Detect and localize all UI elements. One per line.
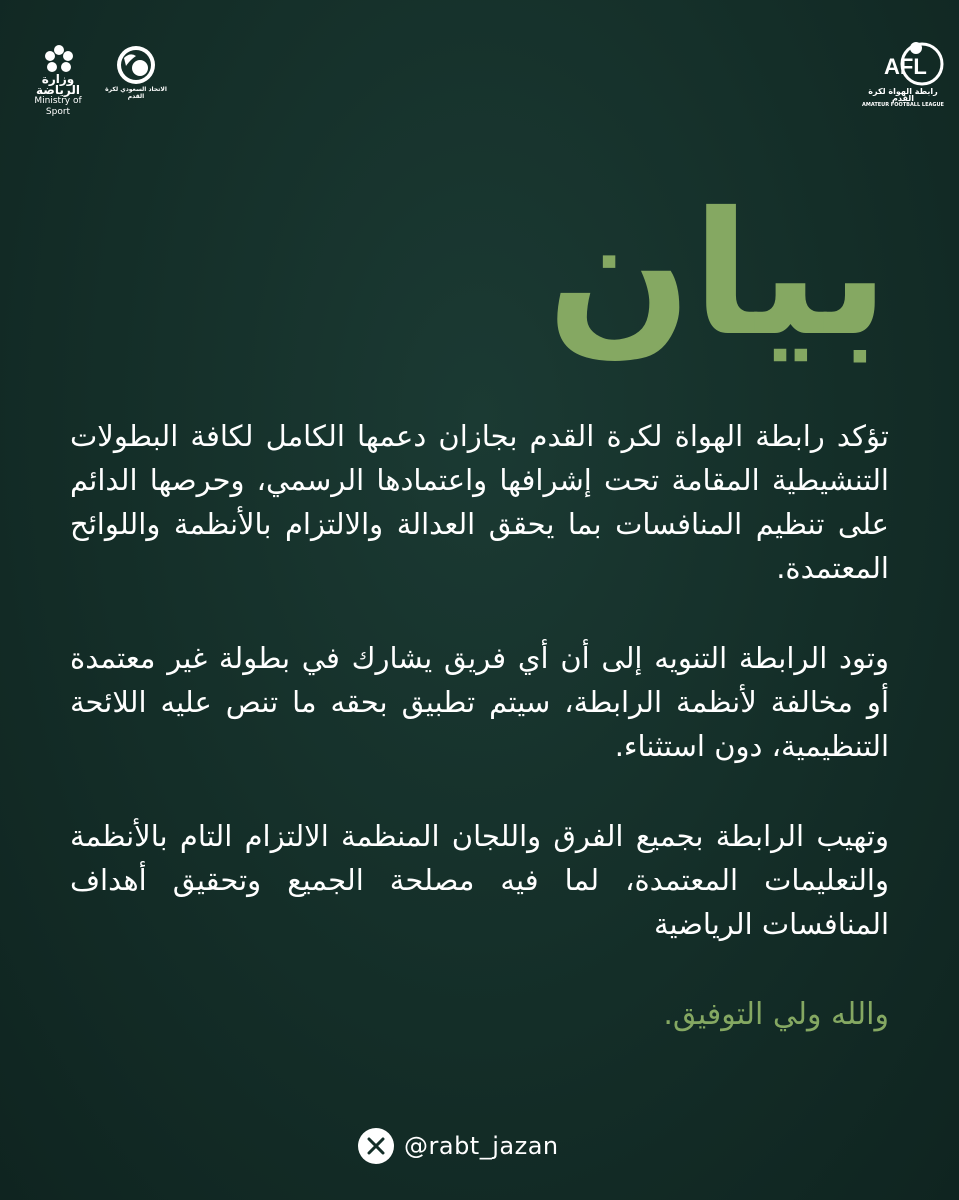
handle-text: @rabt_jazan: [404, 1132, 559, 1160]
page-title: بيان: [546, 176, 889, 374]
social-handle[interactable]: [358, 1124, 559, 1168]
closing-line: والله ولي التوفيق.: [663, 997, 889, 1032]
x-logo-icon: [358, 1128, 394, 1164]
afl-logo-wordmark: AFL: [884, 54, 927, 79]
ministry-text-en: Ministry of Sport: [34, 96, 82, 117]
statement-paragraph-1: تؤكد رابطة الهواة لكرة القدم بجازان دعمها الكامل لكافة البطولات التنشيطية المقامة تحت إشرافها واعتمادها الرسمي، وحرصها الدائم على تنظيم المنافسات بما يحقق العدالة والالتزام بالأنظمة واللوائح المعتمدة.: [70, 419, 889, 585]
afl-subtext-ar: رابطة الهواة لكرة القدم: [868, 87, 938, 103]
ministry-text-ar: وزارة الرياضة: [36, 72, 80, 97]
statement-paragraph-3: وتهيب الرابطة بجميع الفرق واللجان المنظمة الالتزام التام بالأنظمة والتعليمات المعتمدة، لما فيه مصلحة الجميع وتحقيق أهداف المنافسات الرياضية: [70, 819, 889, 941]
afl-logo-subtext: [858, 88, 948, 109]
statement-paragraph-2: وتود الرابطة التنويه إلى أن أي فريق يشارك في بطولة غير معتمدة أو مخالفة لأنظمة الرابطة، سيتم تطبيق بحقه ما تنص عليه اللائحة التنظيمية، دون استثناء.: [70, 641, 889, 763]
saff-logo-text: الاتحاد السعودي لكرة القدم: [105, 86, 167, 100]
saudi-football-federation-icon: [108, 44, 164, 86]
afl-subtext-en: AMATEUR FOOTBALL LEAGUE: [862, 102, 944, 108]
ministry-logo-text: [22, 74, 94, 118]
